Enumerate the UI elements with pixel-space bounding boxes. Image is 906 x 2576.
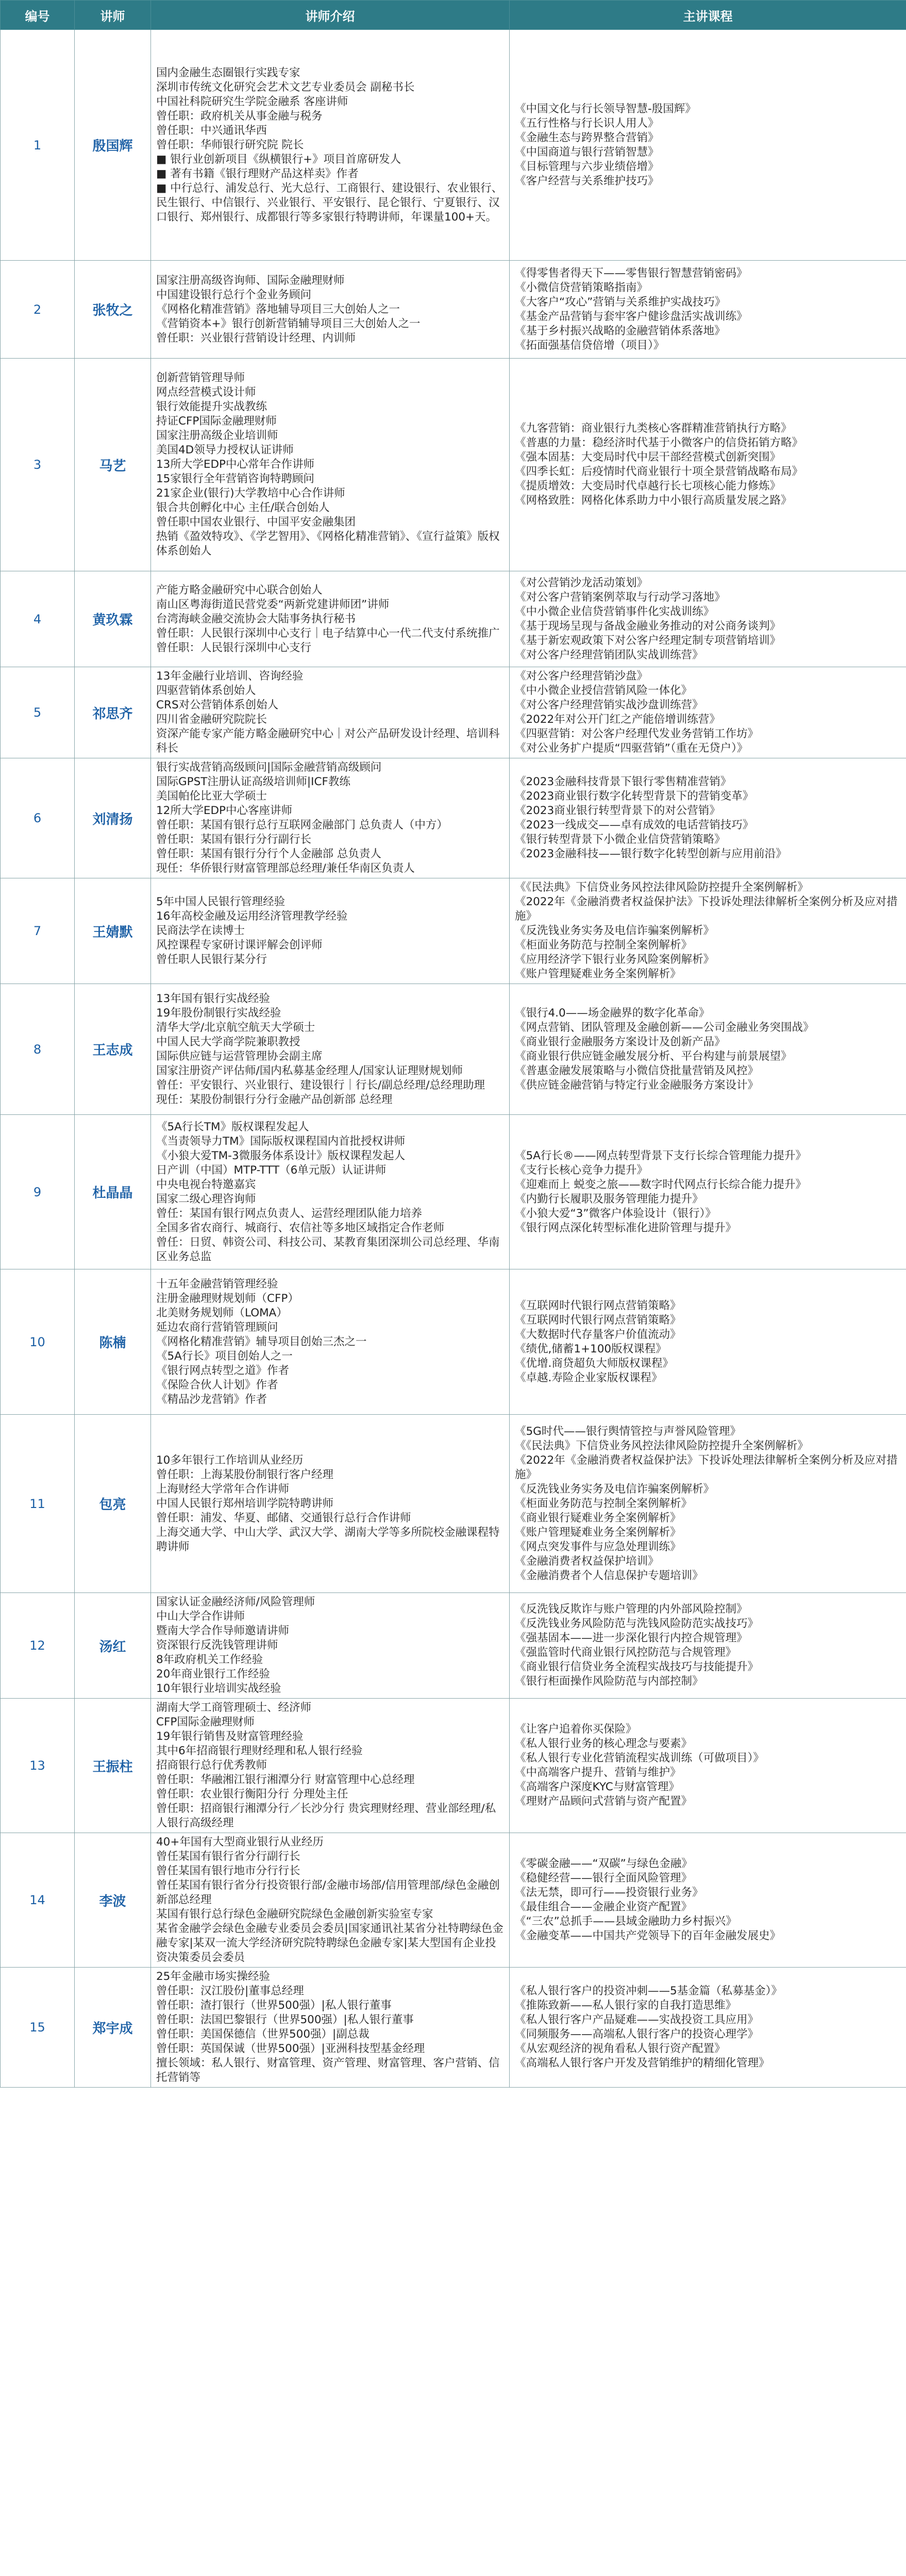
lecturer-name: 殷国辉 [75, 30, 151, 261]
intro-line: 《小狼大爱TM-3微服务体系设计》版权课程发起人 [156, 1149, 406, 1162]
course-item: 《2022年《金融消费者权益保护法》下投诉处理法律解析全案例分析及应对措施》 [515, 1453, 898, 1481]
course-item: 《支行长核心竞争力提升》 [515, 1163, 648, 1177]
intro-line: 热销《盈效特攻》、《学艺智用》、《网格化精准营销》、《宣行益策》版权体系创始人 [156, 530, 500, 557]
course-item: 《内勤行长履职及服务管理能力提升》 [515, 1192, 703, 1206]
course-item: 《对公客户营销案例萃取与行动学习落地》 [515, 590, 726, 604]
intro-line: 《网格化精准营销》落地辅导项目三大创始人之一 [156, 302, 400, 316]
intro-line: 上海交通大学、中山大学、武汉大学、湖南大学等多所院校金融课程特聘讲师 [156, 1526, 500, 1553]
intro-line: 风控课程专家研讨课评解会创评师 [156, 939, 323, 952]
row-number: 8 [1, 984, 75, 1115]
table-row [1, 1593, 906, 1699]
lecturer-intro [151, 878, 510, 984]
intro-line: CFP国际金融理财师 [156, 1716, 255, 1728]
course-item: 《柜面业务防范与控制全案例解析》 [515, 939, 693, 952]
course-item: 《网点突发事件与应急处理训练》 [515, 1540, 681, 1553]
intro-line: 19年股份制银行实战经验 [156, 1006, 281, 1020]
course-item: 《基于现场呈现与备战金融业务推动的对公商务谈判》 [515, 619, 781, 633]
course-list [510, 984, 906, 1115]
course-item: 《商业银行疑难业务全案例解析》 [515, 1511, 681, 1524]
intro-line: 12所大学EDP中心客座讲师 [156, 804, 292, 817]
intro-line: ■ 银行业创新项目《纵横银行+》项目首席研发人 [156, 152, 401, 166]
course-item: 《从宏观经济的视角看私人银行资产配置》 [515, 2042, 726, 2055]
intro-line: 深圳市传统文化研究会艺术文艺专业委员会 副秘书长 [156, 80, 415, 94]
course-item: 《四季长虹：后疫情时代商业银行十项全景营销战略布局》 [515, 465, 803, 478]
row-number: 14 [1, 1833, 75, 1968]
table-row [1, 1415, 906, 1593]
course-item: 《账户管理疑难业务全案例解析》 [515, 1526, 681, 1539]
course-item: 《银行柜面操作风险防范与内部控制》 [515, 1675, 703, 1688]
row-number: 4 [1, 571, 75, 667]
course-item: 《银行4.0——场金融界的数字化革命》 [515, 1006, 710, 1020]
lecturer-name: 包亮 [75, 1415, 151, 1593]
intro-line: ■ 著有书籍《银行理财产品这样卖》作者 [156, 167, 359, 180]
intro-line: 北美财务规划师（LOMA） [156, 1306, 288, 1319]
intro-line: 资深银行反洗钱管理讲师 [156, 1639, 278, 1652]
lecturer-intro [151, 1115, 510, 1269]
lecturer-name: 汤红 [75, 1593, 151, 1699]
intro-line: 国家二级心理咨询师 [156, 1192, 256, 1206]
course-item: 《互联网时代银行网点营销策略》 [515, 1313, 681, 1327]
course-item: 《2023商业银行数字化转型背景下的营销变革》 [515, 790, 754, 803]
course-item: 《《民法典》下信贷业务风控法律风险防控提升全案例解析》 [515, 1439, 809, 1452]
course-item: 《反洗钱业务风险防范与洗钱风险防范实战技巧》 [515, 1617, 759, 1630]
intro-line: 四川省金融研究院院长 [156, 713, 267, 726]
intro-line: 国际供应链与运营管理协会副主席 [156, 1049, 323, 1063]
intro-line: 曾任职：招商银行湘潭分行／长沙分行 贵宾理财经理、营业部经理/私人银行高级经理 [156, 1802, 496, 1829]
course-item: 《对公客户经理营销沙盘》 [515, 670, 648, 683]
intro-line: 25年金融市场实操经验 [156, 1970, 270, 1983]
intro-line: 曾任某国有银行省分行副行长 [156, 1850, 300, 1863]
course-item: 《私人银行客户的投资冲刺——5基金篇（私募基金）》 [515, 1985, 782, 1997]
course-item: 《强监管时代商业银行风控防范与合规管理》 [515, 1646, 737, 1659]
lecturer-intro [151, 1699, 510, 1833]
course-item: 《应用经济学下银行业务风险案例解析》 [515, 953, 715, 966]
intro-line: 中央电视台特邀嘉宾 [156, 1178, 256, 1191]
intro-line: 曾任职：华师银行研究院 院长 [156, 138, 304, 151]
course-item: 《金融消费者个人信息保护专题培训》 [515, 1569, 703, 1582]
intro-line: 曾任职：汉江股份|董事总经理 [156, 1985, 304, 1997]
course-item: 《强基固本——进一步深化银行内控合规管理》 [515, 1632, 748, 1645]
course-list [510, 1833, 906, 1968]
course-list [510, 878, 906, 984]
course-item: 《强本固基：大变局时代中层干部经营模式创新突围》 [515, 451, 781, 464]
intro-line: 银行实战营销高级顾问|国际金融营销高级顾问 [156, 761, 382, 774]
course-item: 《优增.商贷超负大师版权课程》 [515, 1357, 674, 1370]
course-item: 《推陈致新——私人银行家的自我打造思维》 [515, 1999, 737, 2012]
lecturer-intro [151, 571, 510, 667]
course-list [510, 1699, 906, 1833]
intro-line: 曾任职：中兴通讯华西 [156, 124, 267, 137]
intro-line: 19年银行销售及财富管理经验 [156, 1730, 304, 1743]
course-item: 《“三农”总抓手——县域金融助力乡村振兴》 [515, 1915, 737, 1928]
intro-line: 中国人民大学商学院兼职教授 [156, 1035, 300, 1048]
intro-line: 10年银行业培训实战经验 [156, 1682, 281, 1695]
row-number: 15 [1, 1968, 75, 2088]
course-item: 《五行性格与行长识人用人》 [515, 116, 659, 130]
course-item: 《基于新宏观政策下对公客户经理定制专项营销培训》 [515, 634, 781, 647]
intro-line: 产能方略金融研究中心联合创始人 [156, 583, 323, 597]
course-item: 《5A行长®——网点转型背景下支行长综合管理能力提升》 [515, 1149, 807, 1162]
course-item: 《中小微企业信贷营销事件化实战训练》 [515, 605, 715, 618]
intro-line: 10多年银行工作培训从业经历 [156, 1453, 304, 1467]
course-item: 《2022年对公开门红之产能倍增训练营》 [515, 713, 720, 726]
lecturer-name: 王志成 [75, 984, 151, 1115]
course-list [510, 359, 906, 571]
lecturer-intro [151, 1415, 510, 1593]
lecturer-intro [151, 30, 510, 261]
course-item: 《对公营销沙龙活动策划》 [515, 576, 648, 589]
course-item: 《银行网点深化转型标准化进阶管理与提升》 [515, 1221, 737, 1234]
intro-line: 台湾海峡金融交流协会大陆事务执行秘书 [156, 612, 356, 625]
intro-line: 某省金融学会绿色金融专业委员会委员|国家通讯社某省分社特聘绿色金融专家|某双一流大学经济研究院特聘绿色金融专家|某大型国有企业投资决策委员会委员 [156, 1922, 504, 1964]
row-number: 7 [1, 878, 75, 984]
intro-line: 十五年金融营销管理经验 [156, 1277, 278, 1291]
table-row [1, 1269, 906, 1415]
intro-line: 《当责领导力TM》国际版权课程国内首批授权讲师 [156, 1134, 406, 1148]
row-number: 5 [1, 667, 75, 758]
course-item: 《5G时代——银行舆情管控与声誉风险管理》 [515, 1425, 741, 1438]
course-item: 《同频服务——高端私人银行客户的投资心理学》 [515, 2028, 759, 2041]
row-number: 6 [1, 758, 75, 878]
intro-line: 国家注册资产评估师/国内私募基金经理人/国家认证理财规划师 [156, 1064, 463, 1077]
intro-line: 曾任：某国有银行网点负责人、运营经理团队能力培养 [156, 1207, 423, 1220]
course-item: 《最佳组合——金融企业资产配置》 [515, 1901, 693, 1913]
intro-line: 曾任某国有银行省分行投资银行部/金融市场部/信用管理部/绿色金融创新部总经理 [156, 1879, 500, 1906]
intro-line: 曾任职：兴业银行营销设计经理、内训师 [156, 331, 356, 345]
course-list [510, 758, 906, 878]
course-item: 《绩优,储蓄1+100版权课程》 [515, 1342, 667, 1355]
course-list [510, 1415, 906, 1593]
intro-line: CRS对公营销体系创始人 [156, 699, 279, 711]
course-item: 《卓越.寿险企业家版权课程》 [515, 1371, 663, 1384]
lecturer-name: 郑宇成 [75, 1968, 151, 2088]
lecturer-intro [151, 1833, 510, 1968]
table-row [1, 30, 906, 261]
lecturer-name: 刘清扬 [75, 758, 151, 878]
course-item: 《私人银行客户产品疑难——实战投资工具应用》 [515, 2013, 759, 2026]
course-item: 《四驱营销：对公客户经理代发业务营销工作坊》 [515, 727, 759, 740]
table-row [1, 667, 906, 758]
course-item: 《目标管理与六步业绩倍增》 [515, 160, 659, 173]
intro-line: 21家企业(银行)大学教培中心合作讲师 [156, 487, 345, 500]
lecturer-intro [151, 1968, 510, 2088]
course-item: 《稳健经营——银行全面风险管理》 [515, 1872, 693, 1885]
intro-line: 13所大学EDP中心常年合作讲师 [156, 458, 314, 471]
lecturer-intro [151, 1269, 510, 1415]
course-item: 《基金产品营销与套牢客户健诊盘活实战训练》 [515, 310, 748, 323]
intro-line: 持证CFP国际金融理财师 [156, 415, 277, 428]
header-no: 编号 [1, 1, 75, 30]
table-row [1, 571, 906, 667]
course-item: 《金融消费者权益保护培训》 [515, 1554, 659, 1568]
intro-line: 曾任职中国农业银行、中国平安金融集团 [156, 516, 356, 529]
header-intro: 讲师介绍 [151, 1, 510, 30]
course-item: 《私人银行业务的核心理念与要素》 [515, 1737, 693, 1750]
intro-line: 曾任职：人民银行深圳中心支行 [156, 641, 312, 654]
course-list [510, 667, 906, 758]
lecturer-intro [151, 261, 510, 359]
intro-line: 银合共创孵化中心 主任/联合创始人 [156, 501, 330, 514]
intro-line: 《保险合伙人计划》作者 [156, 1378, 278, 1392]
row-number: 12 [1, 1593, 75, 1699]
table-row [1, 1115, 906, 1269]
intro-line: 银行效能提升实战教练 [156, 400, 267, 413]
intro-line: 《营销资本+》银行创新营销辅导项目三大创始人之一 [156, 317, 421, 330]
header-course: 主讲课程 [510, 1, 906, 30]
intro-line: 注册金融理财规划师（CFP） [156, 1292, 299, 1305]
intro-line: 擅长领域：私人银行、财富管理、资产管理、财富管理、客户营销、信托营销等 [156, 2057, 500, 2084]
course-item: 《账户管理疑难业务全案例解析》 [515, 968, 681, 980]
intro-line: 曾任职：渣打银行（世界500强）|私人银行董事 [156, 1999, 392, 2012]
intro-line: 中山大学合作讲师 [156, 1610, 245, 1623]
lecturer-name: 张牧之 [75, 261, 151, 359]
course-item: 《网点营销、团队管理及金融创新——公司金融业务突围战》 [515, 1021, 814, 1034]
intro-line: 《5A行长TM》版权课程发起人 [156, 1120, 309, 1133]
intro-line: ■ 中行总行、浦发总行、光大总行、工商银行、建设银行、农业银行、民生银行、中信银行、兴业银行、平安银行、昆仑银行、宁夏银行、汉口银行、郑州银行、成都银行等多家银行特聘讲师，年课量100+天。 [156, 181, 503, 224]
intro-line: 曾任职：人民银行深圳中心支行｜电子结算中心一代二代支付系统推广 [156, 626, 500, 640]
course-item: 《2023金融科技背景下银行零售精准营销》 [515, 775, 732, 788]
intro-line: 40+年国有大型商业银行从业经历 [156, 1836, 324, 1849]
lecturer-name: 祁思齐 [75, 667, 151, 758]
intro-line: 日产训（中国）MTP-TTT（6单元版）认证讲师 [156, 1163, 387, 1177]
course-item: 《2023金融科技——银行数字化转型创新与应用前沿》 [515, 848, 787, 860]
course-item: 《提质增效：大变局时代卓越行长七项核心能力修炼》 [515, 480, 781, 493]
course-item: 《拓面强基信贷倍增（项目）》 [515, 338, 665, 352]
table-row [1, 359, 906, 571]
intro-line: 《银行网点转型之道》作者 [156, 1364, 290, 1377]
intro-line: 13年国有银行实战经验 [156, 992, 270, 1005]
course-list [510, 1593, 906, 1699]
lecturer-intro [151, 359, 510, 571]
intro-line: 曾任：平安银行、兴业银行、建设银行｜行长/副总经理/总经理助理 [156, 1078, 485, 1092]
course-item: 《2022年《金融消费者权益保护法》下投诉处理法律解析全案例分析及应对措施》 [515, 895, 898, 923]
course-item: 《法无禁，即可行——投资银行业务》 [515, 1886, 703, 1899]
intro-line: 全国多省农商行、城商行、农信社等多地区域指定合作老师 [156, 1221, 445, 1234]
intro-line: 四驱营销体系创始人 [156, 684, 256, 697]
course-item: 《互联网时代银行网点营销策略》 [515, 1299, 681, 1312]
course-item: 《网格致胜：网格化体系助力中小银行高质量发展之路》 [515, 494, 792, 507]
course-item: 《银行转型背景下小微企业信贷营销策略》 [515, 833, 726, 846]
intro-line: 曾任某国有银行地市分行行长 [156, 1865, 300, 1877]
course-item: 《《民法典》下信贷业务风控法律风险防控提升全案例解析》 [515, 881, 809, 894]
intro-line: 国内金融生态圈银行实践专家 [156, 66, 300, 79]
course-item: 《理财产品顾问式营销与资产配置》 [515, 1795, 693, 1808]
intro-line: 民商法学在读博士 [156, 924, 245, 937]
intro-line: 曾任职：农业银行衡阳分行 分理处主任 [156, 1788, 348, 1801]
course-item: 《零碳金融——“双碳”与绿色金融》 [515, 1857, 693, 1870]
lecturer-name: 陈楠 [75, 1269, 151, 1415]
intro-line: 招商银行总行优秀教师 [156, 1759, 267, 1772]
intro-line: 其中6年招商银行理财经理和私人银行经验 [156, 1744, 363, 1757]
lecturer-name: 王振柱 [75, 1699, 151, 1833]
course-list [510, 1269, 906, 1415]
intro-line: 中国人民银行郑州培训学院特聘讲师 [156, 1497, 334, 1510]
lecturer-name: 杜晶晶 [75, 1115, 151, 1269]
intro-line: 曾任职：政府机关从事金融与税务 [156, 109, 323, 123]
lecturer-name: 李波 [75, 1833, 151, 1968]
course-list [510, 1968, 906, 2088]
table-body [1, 30, 906, 2088]
row-number: 11 [1, 1415, 75, 1593]
course-item: 《反洗钱业务实务及电信诈骗案例解析》 [515, 924, 715, 937]
intro-line: 现任：某股份制银行分行金融产品创新部 总经理 [156, 1093, 393, 1106]
course-item: 《基于乡村振兴战略的金融营销体系落地》 [515, 324, 726, 337]
intro-line: 国际GPST注册认证高级培训师|ICF教练 [156, 775, 350, 788]
course-item: 《金融变革——中国共产党领导下的百年金融发展史》 [515, 1929, 781, 1942]
intro-line: 清华大学/北京航空航天大学硕士 [156, 1021, 315, 1034]
intro-line: 美国4D领导力授权认证讲师 [156, 444, 294, 456]
course-item: 《对公客户经理营销实战沙盘训练营》 [515, 699, 703, 711]
course-item: 《小狼大爱“3”微客户体验设计（银行）》 [515, 1207, 716, 1220]
course-item: 《供应链金融营销与特定行业金融服务方案设计》 [515, 1078, 759, 1092]
intro-line: 曾任职人民银行某分行 [156, 953, 267, 966]
course-item: 《大数据时代存量客户价值流动》 [515, 1328, 681, 1341]
course-list [510, 1115, 906, 1269]
intro-line: 《5A行长》项目创始人之一 [156, 1349, 293, 1363]
intro-line: 暨南大学合作导师邀请讲师 [156, 1624, 290, 1637]
table-row [1, 1968, 906, 2088]
course-item: 《商业银行金融服务方案设计及创新产品》 [515, 1035, 726, 1048]
intro-line: 国家认证金融经济师/风险管理师 [156, 1596, 315, 1608]
intro-line: 湖南大学工商管理硕士、经济师 [156, 1701, 312, 1714]
table-header-row [1, 1, 906, 30]
table-row [1, 1833, 906, 1968]
intro-line: 某国有银行总行绿色金融研究院绿色金融创新实验室专家 [156, 1908, 433, 1921]
course-item: 《让客户追着你买保险》 [515, 1723, 637, 1736]
lecturer-intro [151, 758, 510, 878]
intro-line: 5年中国人民银行管理经验 [156, 895, 286, 908]
intro-line: 曾任职：浦发、华夏、邮储、交通银行总行合作讲师 [156, 1511, 411, 1524]
intro-line: 南山区粤海街道民营党委“两新党建讲师团”讲师 [156, 598, 390, 611]
course-list [510, 30, 906, 261]
row-number: 1 [1, 30, 75, 261]
row-number: 9 [1, 1115, 75, 1269]
course-item: 《普惠的力量：稳经济时代基于小微客户的信贷拓销方略》 [515, 436, 803, 449]
intro-line: 现任：华侨银行财富管理部总经理/兼任华南区负责人 [156, 862, 415, 875]
intro-line: 中国建设银行总行个金业务顾问 [156, 288, 312, 301]
intro-line: 曾任：日贸、韩资公司、科技公司、某教育集团深圳公司总经理、华南区业务总监 [156, 1235, 500, 1263]
intro-line: 资深产能专家产能方略金融研究中心｜对公产品研发设计经理、培训科科长 [156, 727, 500, 755]
table-row [1, 758, 906, 878]
table-row [1, 984, 906, 1115]
course-item: 《反洗钱反欺诈与账户管理的内外部风险控制》 [515, 1603, 748, 1616]
intro-line: 国家注册高级咨询师、国际金融理财师 [156, 274, 345, 287]
course-item: 《中高端客户提升、营销与维护》 [515, 1766, 681, 1779]
intro-line: 《网格化精准营销》辅导项目创始三杰之一 [156, 1335, 367, 1348]
intro-line: 15家银行全年营销咨询特聘顾问 [156, 472, 314, 485]
course-item: 《2023一线成交——卓有成效的电话营销技巧》 [515, 819, 754, 832]
course-item: 《中小微企业授信营销风险一体化》 [515, 684, 693, 697]
lecturer-name: 黄玖霖 [75, 571, 151, 667]
intro-line: 8年政府机关工作经验 [156, 1653, 263, 1666]
lecturer-name: 王婧默 [75, 878, 151, 984]
course-item: 《金融生态与跨界整合营销》 [515, 131, 659, 144]
table-row [1, 261, 906, 359]
course-item: 《2023商业银行转型背景下的对公营销》 [515, 804, 720, 817]
course-item: 《私人银行专业化营销流程实战训练（可做项目）》 [515, 1752, 764, 1765]
row-number: 3 [1, 359, 75, 571]
course-list [510, 571, 906, 667]
table-row [1, 878, 906, 984]
header-name: 讲师 [75, 1, 151, 30]
intro-line: 曾任职：美国保德信（世界500强）|副总裁 [156, 2028, 370, 2041]
intro-line: 美国帕伦比亚大学硕士 [156, 790, 267, 803]
intro-line: 16年高校金融及运用经济管理教学经验 [156, 910, 348, 923]
intro-line: 曾任职：上海某股份制银行客户经理 [156, 1468, 334, 1481]
row-number: 10 [1, 1269, 75, 1415]
course-item: 《高端私人银行客户开发及营销维护的精细化管理》 [515, 2057, 770, 2070]
intro-line: 曾任职：英国保诚（世界500强）|亚洲科技型基金经理 [156, 2042, 425, 2055]
course-item: 《商业银行信贷业务全流程实战技巧与技能提升》 [515, 1660, 759, 1673]
course-item: 《大客户“攻心”营销与关系维护实战技巧》 [515, 295, 726, 309]
intro-line: 曾任职：某国有银行分行个人金融部 总负责人 [156, 848, 381, 860]
course-list [510, 261, 906, 359]
course-item: 《普惠金融发展策略与小微信贷批量营销及风控》 [515, 1064, 759, 1077]
intro-line: 曾任职：法国巴黎银行（世界500强）|私人银行董事 [156, 2013, 414, 2026]
intro-line: 上海财经大学常年合作讲师 [156, 1482, 290, 1496]
intro-line: 网点经营模式设计师 [156, 386, 256, 399]
course-item: 《小微信贷营销策略指南》 [515, 281, 648, 294]
course-item: 《客户经营与关系维护技巧》 [515, 174, 659, 188]
course-item: 《中国商道与银行营销智慧》 [515, 145, 659, 159]
course-item: 《迎难而上 蜕变之旅——数字时代网点行长综合能力提升》 [515, 1178, 807, 1191]
intro-line: 《精品沙龙营销》作者 [156, 1393, 267, 1406]
course-item: 《对公业务扩户提质“四驱营销”（重在无贷户）》 [515, 742, 748, 755]
lecturer-intro [151, 1593, 510, 1699]
intro-line: 创新营销管理导师 [156, 371, 245, 384]
course-item: 《柜面业务防范与控制全案例解析》 [515, 1497, 693, 1510]
course-item: 《商业银行供应链金融发展分析、平台构建与前景展望》 [515, 1049, 792, 1063]
lecturer-name: 马艺 [75, 359, 151, 571]
lecturer-intro [151, 667, 510, 758]
intro-line: 13年金融行业培训、咨询经验 [156, 670, 304, 683]
course-item: 《高端客户深度KYC与财富管理》 [515, 1781, 680, 1793]
intro-line: 国家注册高级企业培训师 [156, 429, 278, 442]
table-row [1, 1699, 906, 1833]
intro-line: 曾任职：华融湘江银行湘潭分行 财富管理中心总经理 [156, 1773, 415, 1786]
course-item: 《九客营销：商业银行九类核心客群精准营销执行方略》 [515, 422, 792, 435]
course-item: 《得零售者得天下——零售银行智慧营销密码》 [515, 266, 748, 280]
intro-line: 中国社科院研究生学院金融系 客座讲师 [156, 95, 348, 108]
intro-line: 20年商业银行工作经验 [156, 1668, 270, 1681]
lecturer-intro [151, 984, 510, 1115]
row-number: 13 [1, 1699, 75, 1833]
course-item: 《反洗钱业务实务及电信诈骗案例解析》 [515, 1482, 715, 1496]
course-item: 《对公客户经理营销团队实战训练营》 [515, 648, 703, 662]
row-number: 2 [1, 261, 75, 359]
intro-line: 曾任职：某国有银行总行互联网金融部门 总负责人（中方） [156, 819, 448, 832]
course-item: 《中国文化与行长领导智慧-殷国辉》 [515, 102, 696, 115]
intro-line: 延边农商行营销管理顾问 [156, 1320, 278, 1334]
intro-line: 曾任职：某国有银行分行副行长 [156, 833, 312, 846]
